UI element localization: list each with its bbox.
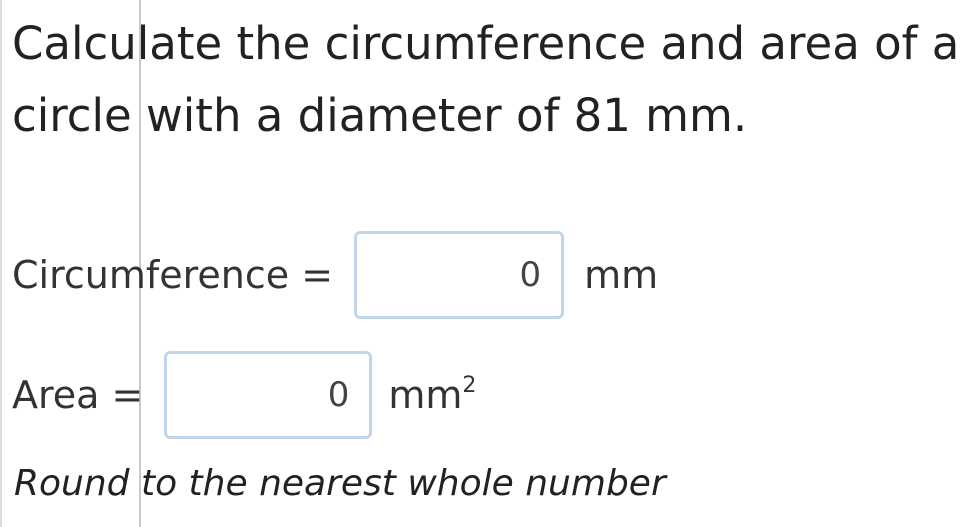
circumference-unit: mm (584, 253, 659, 297)
area-unit (388, 373, 476, 417)
circumference-input-value: 0 (519, 255, 542, 295)
page-left-border (0, 0, 2, 527)
area-input-value: 0 (327, 375, 350, 415)
area-label: Area = (12, 373, 144, 417)
question-text: Calculate the circumference and area of a circle with a diameter of 81 mm. (12, 17, 960, 142)
area-unit-base: mm (388, 373, 463, 417)
area-input[interactable] (164, 351, 372, 439)
rounding-hint: Round to the nearest whole number (14, 463, 666, 504)
area-unit-exponent: 2 (462, 373, 477, 398)
circumference-label: Circumference = (12, 253, 334, 297)
area-row (12, 351, 476, 439)
circumference-row (12, 231, 658, 319)
circumference-input[interactable] (354, 231, 564, 319)
